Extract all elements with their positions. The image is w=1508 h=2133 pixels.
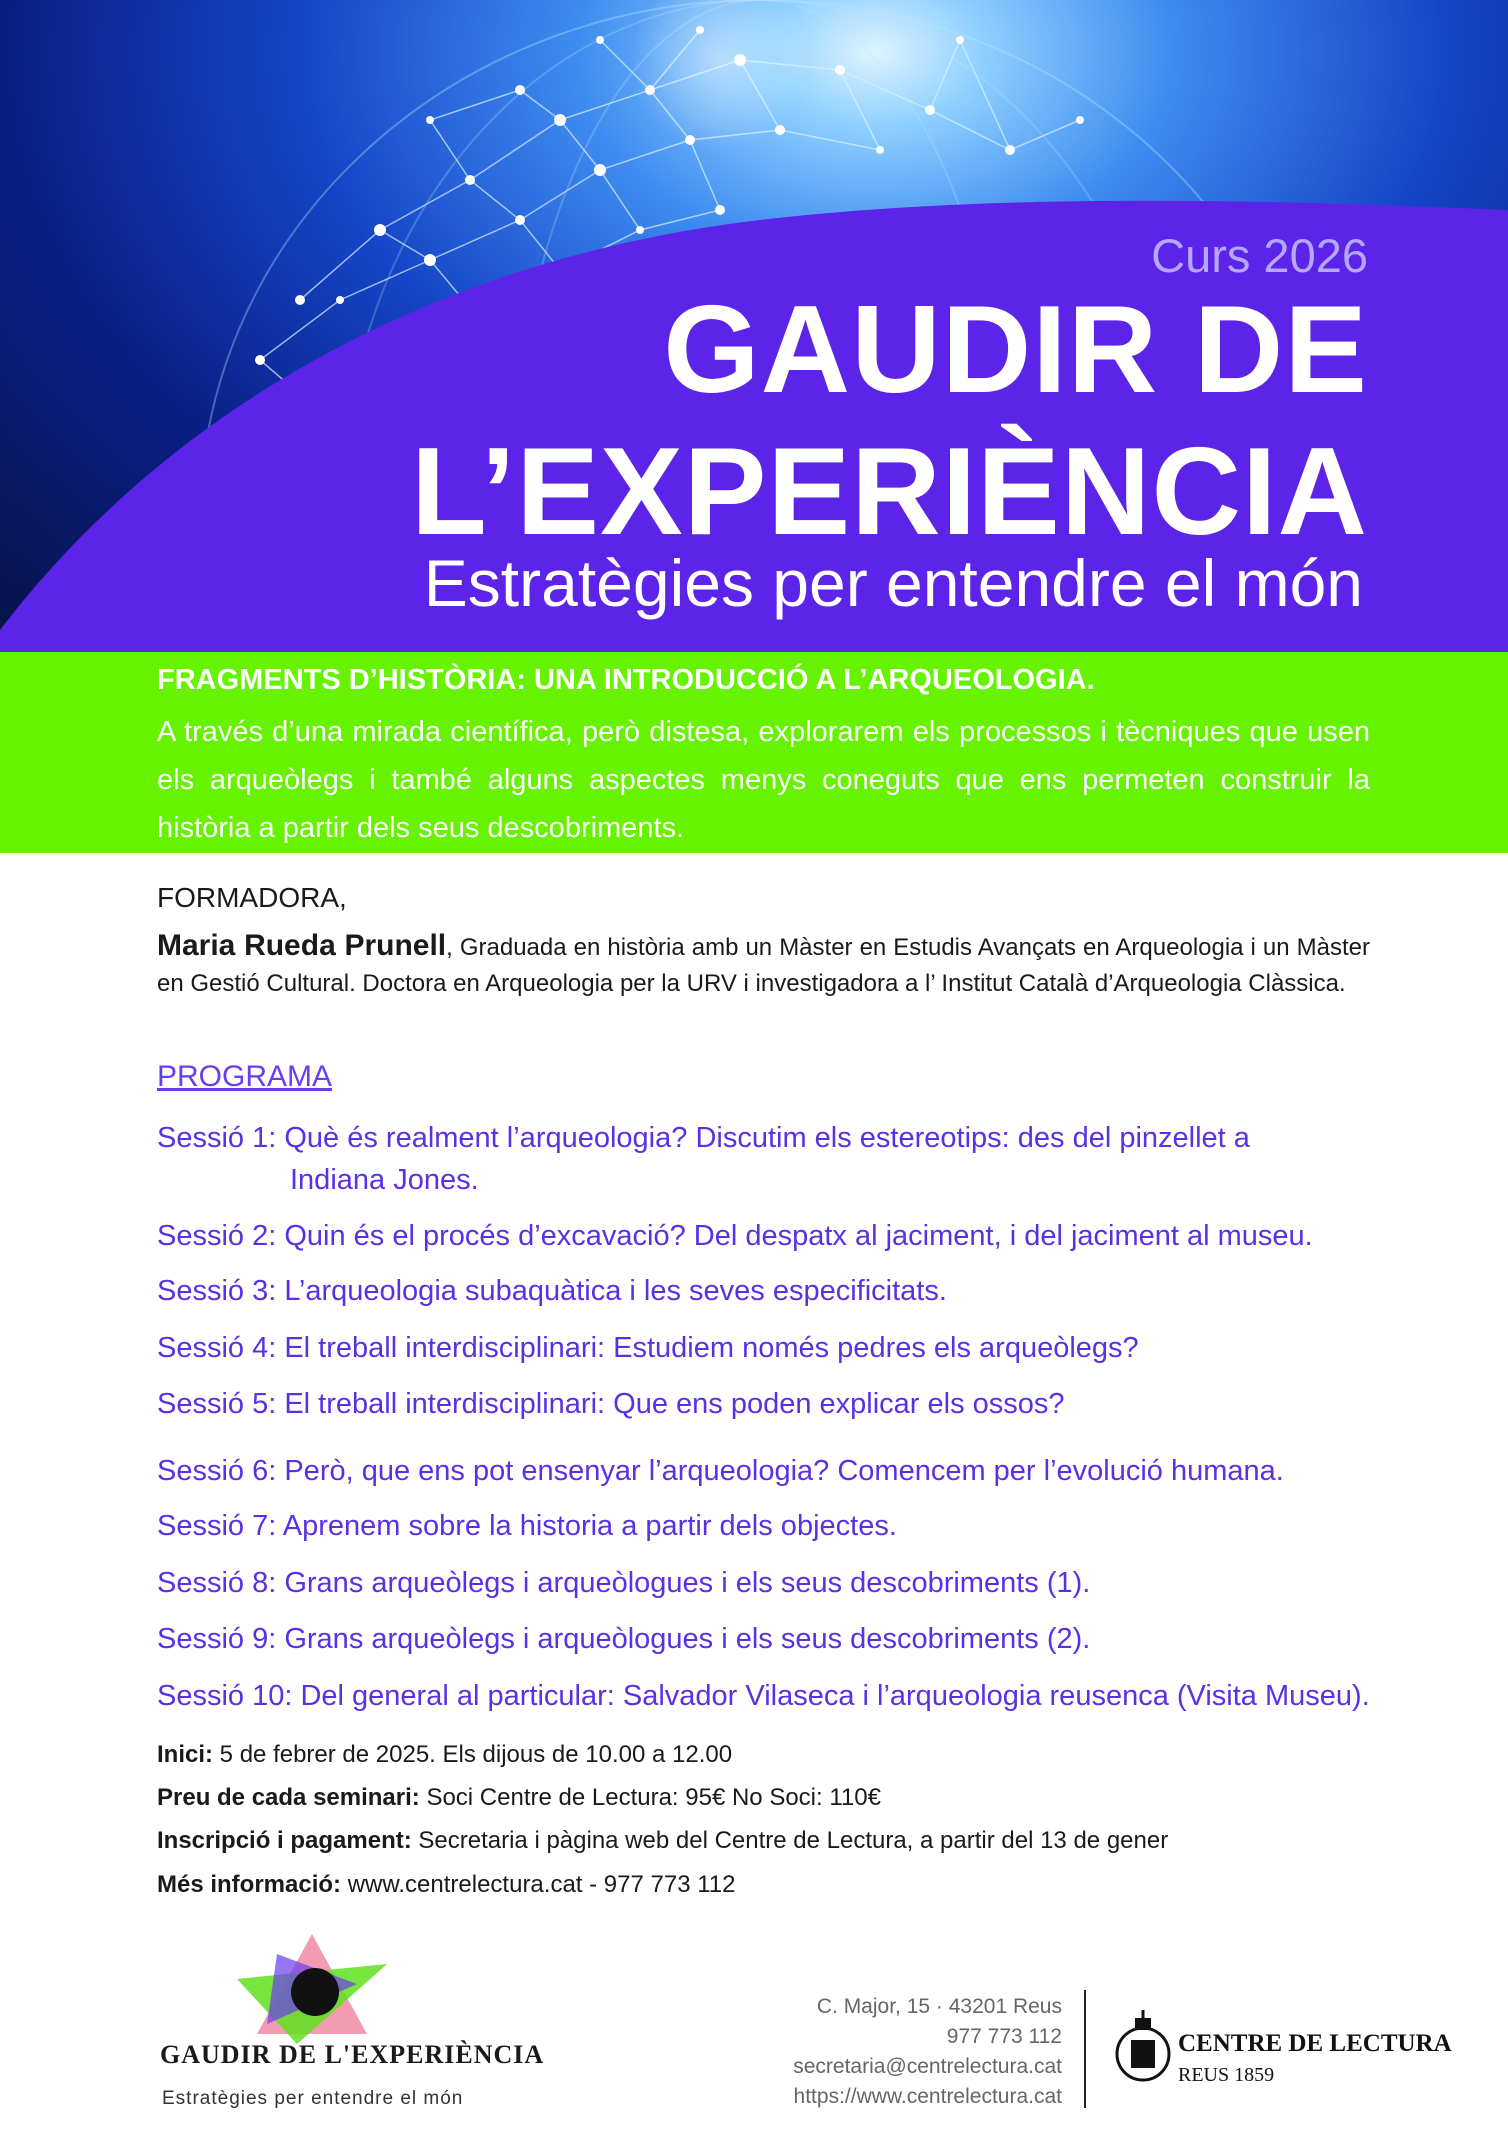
price-label: Preu de cada seminari: <box>157 1784 420 1811</box>
program-heading: PROGRAMA <box>157 1060 333 1093</box>
session-item: Sessió 9: Grans arqueòlegs i arqueòlogues i els seus descobriments (2). <box>157 1623 1091 1655</box>
price-info <box>157 1784 881 1812</box>
trainer-label: FORMADORA, <box>157 882 347 913</box>
session-number: Sessió 1: <box>157 1122 277 1154</box>
session-item: Sessió 6: Però, que ens pot ensenyar l’arqueologia? Comencem per l’evolució humana. <box>157 1455 1284 1487</box>
subtitle: Estratègies per entendre el món <box>423 546 1363 620</box>
start-value: 5 de febrer de 2025. Els dijous de 10.00 a 12.00 <box>213 1741 733 1768</box>
start-label: Inici: <box>157 1741 214 1768</box>
centre-lectura-seal-icon <box>1113 2010 1173 2090</box>
gaudir-logo-icon <box>237 1934 387 2044</box>
price-value: Soci Centre de Lectura: 95€ No Soci: 110€ <box>419 1784 881 1811</box>
title-line-2: L’EXPERIÈNCIA <box>411 423 1368 561</box>
footer-email: secretaria@centrelectura.cat <box>793 2055 1062 2078</box>
footer-tagline: Estratègies per entendre el món <box>162 2088 464 2109</box>
session-item: Sessió 3: L’arqueologia subaquàtica i les seves especificitats. <box>157 1275 947 1307</box>
registration-date: a partir del 13 de gener <box>913 1827 1169 1854</box>
trainer-bio <box>157 928 1370 1002</box>
session-title-continuation: Indiana Jones. <box>290 1164 479 1196</box>
footer-phone: 977 773 112 <box>946 2025 1062 2048</box>
footer-website: https://www.centrelectura.cat <box>793 2085 1062 2108</box>
footer-brand-name: GAUDIR DE L'EXPERIÈNCIA <box>160 2040 545 2069</box>
more-info-label: Més informació: <box>157 1871 342 1898</box>
footer-address: C. Major, 15 · 43201 Reus <box>816 1995 1062 2018</box>
course-heading: FRAGMENTS D’HISTÒRIA: UNA INTRODUCCIÓ A L’ARQUEOLOGIA. <box>157 664 1095 696</box>
course-year: Curs 2026 <box>1151 229 1368 282</box>
more-info <box>157 1871 735 1899</box>
more-info-value: www.centrelectura.cat - 977 773 112 <box>341 1871 736 1898</box>
session-item: Sessió 5: El treball interdisciplinari: Que ens poden explicar els ossos? <box>157 1388 1065 1420</box>
trainer-description: , Graduada en història amb un Màster en Estudis Avançats en Arqueologia i un Màster en Gestió Cultural. Doctora en Arqueologia per la URV i investigadora a l’ Institut Català d’Arqueologia Clàssica. <box>157 934 1370 997</box>
footer-divider <box>1084 1990 1086 2108</box>
session-item: Sessió 8: Grans arqueòlegs i arqueòlogues i els seus descobriments (1). <box>157 1567 1091 1599</box>
session-item: Sessió 7: Aprenem sobre la historia a partir dels objectes. <box>157 1510 897 1542</box>
session-title: Què és realment l’arqueologia? Discutim els estereotips: des del pinzellet a <box>284 1122 1250 1154</box>
title-line-1: GAUDIR DE <box>663 281 1368 419</box>
start-info <box>157 1741 732 1769</box>
session-item: Sessió 10: Del general al particular: Salvador Vilaseca i l’arqueologia reusenca (Visita Museu). <box>157 1680 1370 1712</box>
registration-label: Inscripció i pagament: <box>157 1827 412 1854</box>
registration-value: Secretaria i pàgina web del Centre de Lectura, <box>411 1827 914 1854</box>
session-item: Sessió 2: Quin és el procés d’excavació? Del despatx al jaciment, i del jaciment al museu. <box>157 1220 1313 1252</box>
session-item <box>157 1116 1370 1200</box>
org-city: REUS 1859 <box>1178 2064 1275 2086</box>
hero-banner <box>0 0 1508 652</box>
registration-info <box>157 1827 1168 1855</box>
intro-band <box>0 652 1508 853</box>
org-name: CENTRE DE LECTURA <box>1178 2030 1452 2057</box>
session-item: Sessió 4: El treball interdisciplinari: Estudiem només pedres els arqueòlegs? <box>157 1332 1139 1364</box>
trainer-name: Maria Rueda Prunell <box>157 929 447 962</box>
course-description: A través d’una mirada científica, però distesa, explorarem els processos i tècniques que usen els arqueòlegs i també alguns aspectes menys coneguts que ens permeten construir la història a partir dels seus descobriments. <box>157 716 1370 844</box>
